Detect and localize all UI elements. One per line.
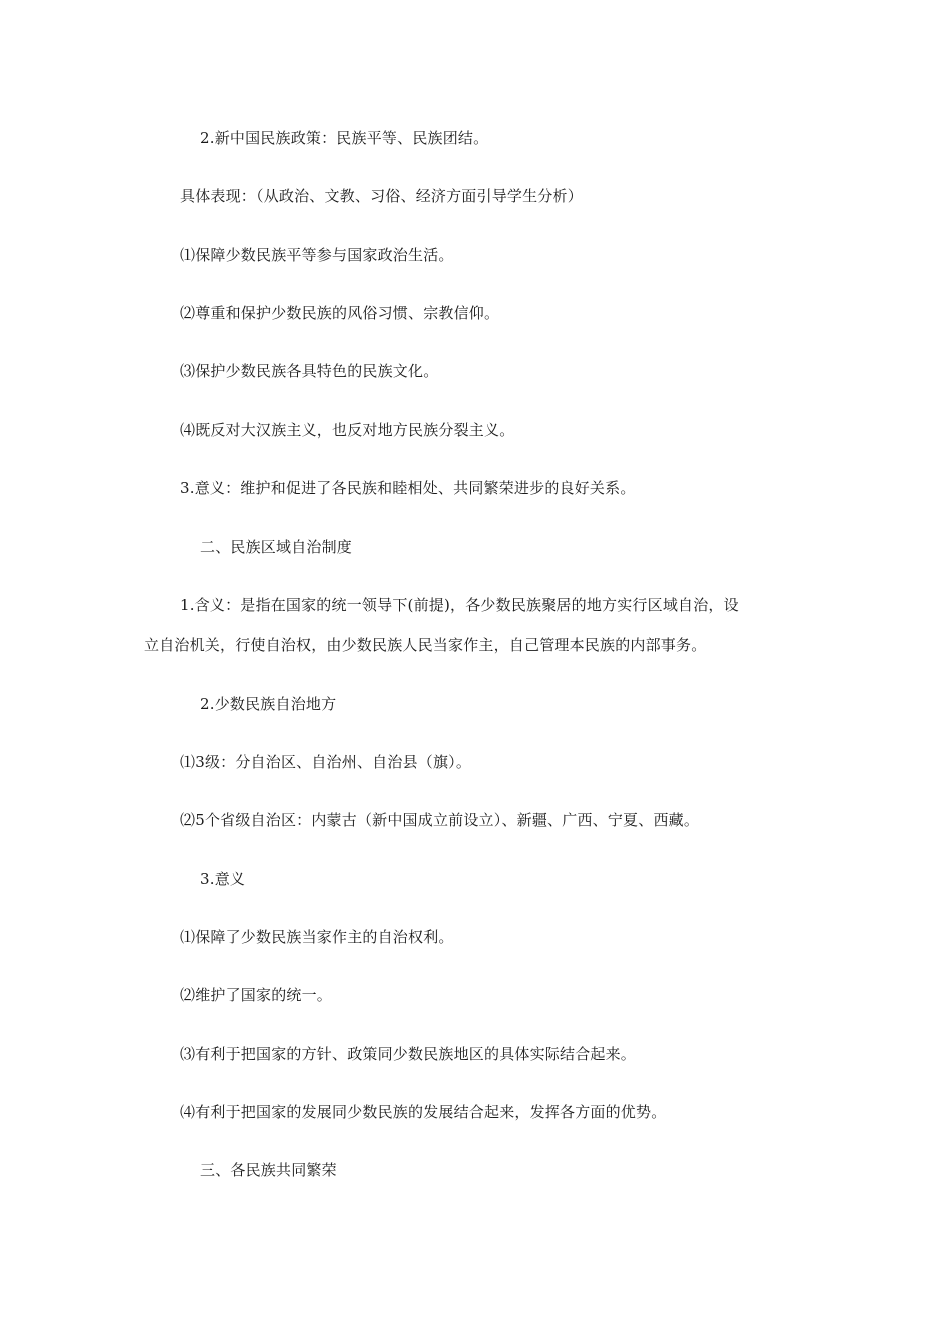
list-item: ⑵维护了国家的统一。 xyxy=(180,986,333,1004)
section-heading: 二、民族区域自治制度 xyxy=(200,538,353,556)
specific-manifestation: 具体表现：（从政治、文教、习俗、经济方面引导学生分析） xyxy=(180,187,583,205)
list-item: ⑴保障少数民族平等参与国家政治生活。 xyxy=(180,246,454,264)
list-item: ⑴保障了少数民族当家作主的自治权利。 xyxy=(180,928,454,946)
list-item: ⑴3级：分自治区、自治州、自治县（旗）。 xyxy=(180,753,472,771)
subheading: 2.少数民族自治地方 xyxy=(200,695,337,713)
section-heading: 三、各民族共同繁荣 xyxy=(200,1161,337,1179)
definition-paragraph-line-2: 立自治机关，行使自治权，由少数民族人民当家作主，自己管理本民族的内部事务。 xyxy=(144,636,707,654)
list-item: ⑷既反对大汉族主义，也反对地方民族分裂主义。 xyxy=(180,421,515,439)
list-item: ⑵尊重和保护少数民族的风俗习惯、宗教信仰。 xyxy=(180,304,500,322)
subheading: 3.意义 xyxy=(200,870,246,888)
list-item: ⑶保护少数民族各具特色的民族文化。 xyxy=(180,362,439,380)
definition-paragraph-line-1: 1.含义：是指在国家的统一领导下(前提)，各少数民族聚居的地方实行区域自治，设 xyxy=(180,596,739,614)
list-item: ⑷有利于把国家的发展同少数民族的发展结合起来，发挥各方面的优势。 xyxy=(180,1103,667,1121)
policy-heading: 2.新中国民族政策：民族平等、民族团结。 xyxy=(200,129,489,147)
significance-paragraph: 3.意义：维护和促进了各民族和睦相处、共同繁荣进步的良好关系。 xyxy=(180,479,636,497)
list-item: ⑵5个省级自治区：内蒙古（新中国成立前设立）、新疆、广西、宁夏、西藏。 xyxy=(180,811,700,829)
list-item: ⑶有利于把国家的方针、政策同少数民族地区的具体实际结合起来。 xyxy=(180,1045,637,1063)
